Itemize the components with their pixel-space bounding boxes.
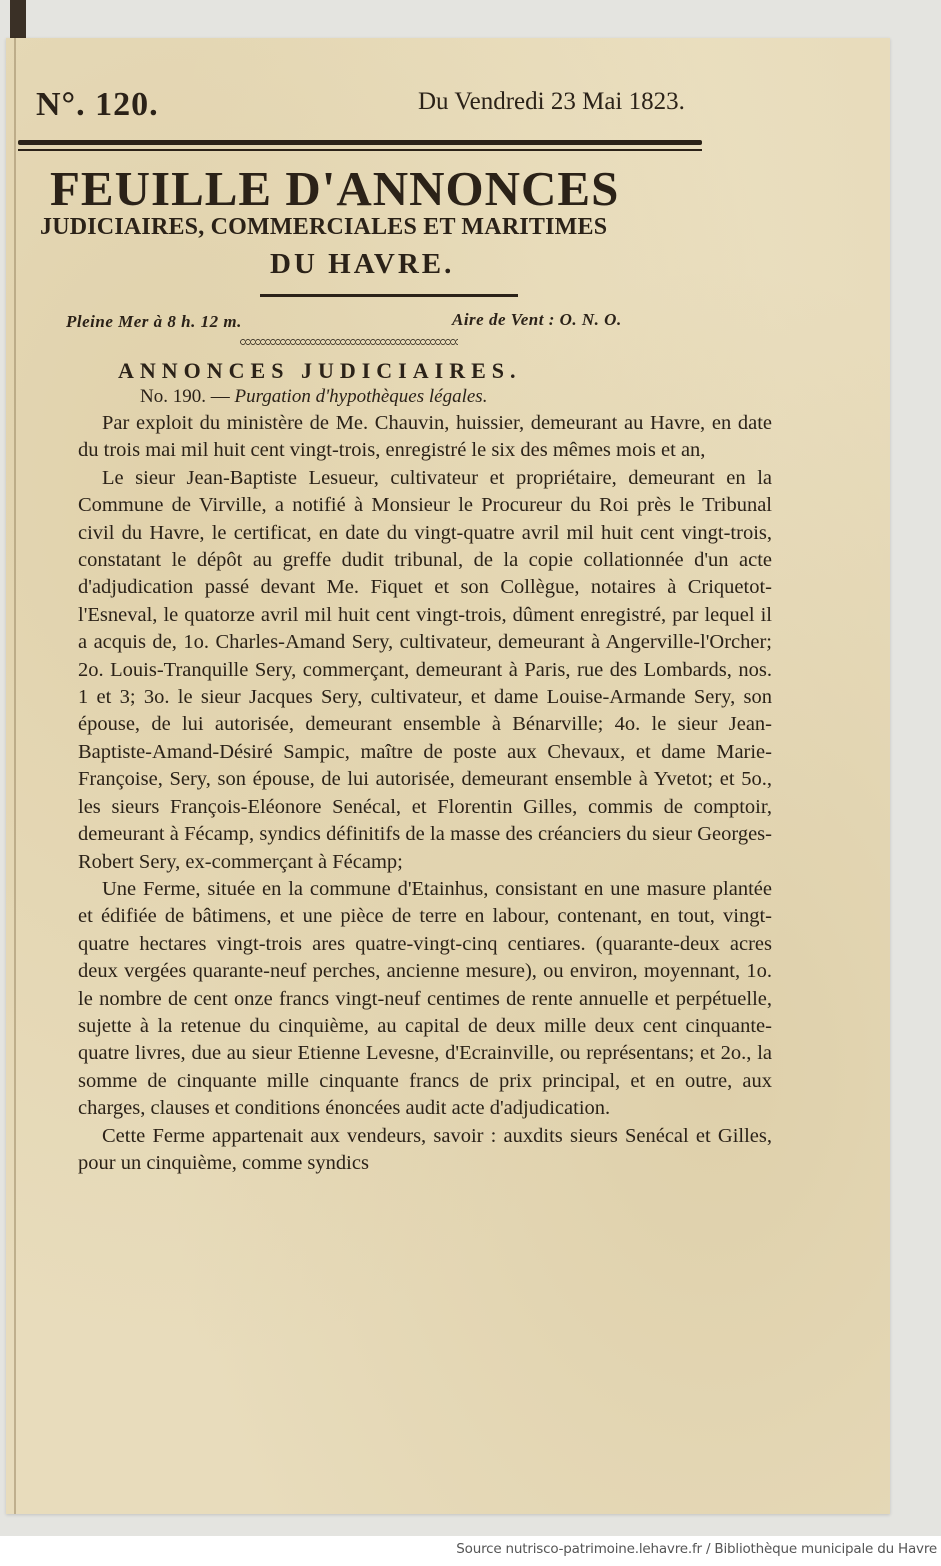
paragraph: Par exploit du ministère de Me. Chauvin, huissier, demeurant au Havre, en date du trois mai mil huit cent vingt-trois, enregistré le six des mêmes mois et an, <box>78 412 772 462</box>
paragraph: Le sieur Jean-Baptiste Lesueur, cultivateur et propriétaire, demeurant en la Commune de Virville, a notifié à Monsieur le Procureur du Roi près le Tribunal civil du Havre, le certificat, en date du vingt-quatre avril mil huit cent vingt-trois, constatant le dépôt au greffe dudit tribunal, de la copie collationnée d'un acte d'adjudication passé devant Me. Fiquet et son Collègue, notaires à Criquetot-l'Esneval, le quatorze avril mil huit cent vingt-trois, dûment enregistré, par lequel il a acquis de, 1o. Charles-Amand Sery, cultivateur, demeurant à Angerville-l'Orcher; 2o. Louis-Tranquille Sery, commerçant, demeurant à Paris, rue des Lombards, nos. 1 et 3; 3o. le sieur Jacques Sery, cultivateur, et dame Louise-Armande Sery, son épouse, de lui autorisée, demeurant ensemble à Bénarville; 4o. le sieur Jean-Baptiste-Amand-Désiré Sampic, maître de poste aux Chevaux, et dame Marie-Françoise, Sery, son épouse, de lui autorisée, demeurant ensemble à Yvetot; et 5o., les sieurs François-Eléonore Senécal, et Florentin Gilles, commis de comptoir, demeurant à Fécamp, syndics définitifs de la masse des créanciers du sieur Georges-Robert Sery, ex-commerçant à Fécamp; <box>78 466 772 873</box>
header-rule-thin <box>18 149 702 151</box>
masthead-city: DU HAVRE. <box>270 248 455 280</box>
issue-date: Du Vendredi 23 Mai 1823. <box>418 88 685 115</box>
section-title: ANNONCES JUDICIAIRES. <box>118 358 522 383</box>
source-caption: Source nutrisco-patrimoine.lehavre.fr / Bibliothèque municipale du Havre <box>456 1541 937 1557</box>
wind-info: Aire de Vent : O. N. O. <box>452 310 622 329</box>
notice-title: Purgation d'hypothèques légales. <box>234 386 488 407</box>
page-fold <box>14 38 16 1514</box>
tide-info: Pleine Mer à 8 h. 12 m. <box>66 312 242 331</box>
notice-heading <box>140 386 487 408</box>
notice-body <box>78 410 772 1177</box>
masthead-rule <box>260 294 518 297</box>
wavy-divider <box>240 339 458 345</box>
notice-number: No. 190. — <box>140 386 230 407</box>
masthead-title: FEUILLE D'ANNONCES <box>50 161 620 216</box>
header-rule-thick <box>18 140 702 145</box>
issue-number: N°. 120. <box>36 86 159 123</box>
paragraph: Cette Ferme appartenait aux vendeurs, savoir : auxdits sieurs Senécal et Gilles, pour un cinquième, comme syndics <box>78 1124 772 1174</box>
masthead-subtitle: JUDICIAIRES, COMMERCIALES ET MARITIMES <box>40 214 608 240</box>
paragraph: Une Ferme, située en la commune d'Etainhus, consistant en une masure plantée et édifiée de bâtimens, et une pièce de terre en labour, contenant, en tout, vingt-quatre hectares vingt-trois ares quatre-vingt-cinq centiares. (quarante-deux acres deux vergées quarante-neuf perches, ancienne mesure), ou environ, moyennant, 1o. le nombre de cent onze francs vingt-neuf centimes de rente annuelle et perpétuelle, sujette à la retenue du cinquième, au capital de deux mille deux cent cinquante-quatre livres, due au sieur Etienne Levesne, d'Ecrainville, ou représentans; et 2o., la somme de cinquante mille cinquante francs de prix principal, et en outre, aux charges, clauses et conditions énoncées audit acte d'adjudication. <box>78 877 772 1120</box>
